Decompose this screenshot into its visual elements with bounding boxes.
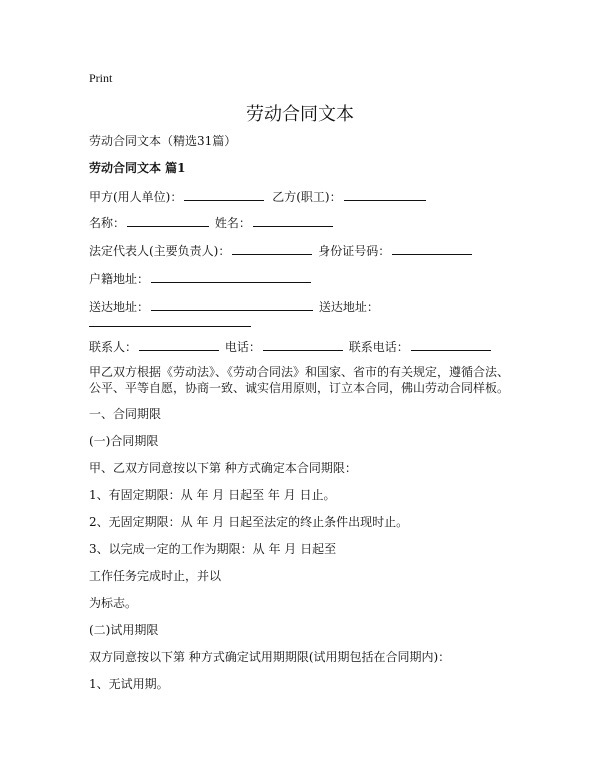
document-title: 劳动合同文本 bbox=[246, 104, 354, 125]
phone-label: 电话： bbox=[224, 340, 261, 354]
term-option-3-continued: 工作任务完成时止，并以 bbox=[89, 569, 222, 583]
intro-paragraph-line1: 甲乙双方根据《劳动法》、《劳动合同法》和国家、省市的有关规定，遵循合法、 bbox=[89, 365, 510, 379]
term-option-3: 3、以完成一定的工作为期限：从 年 月 日起至 bbox=[89, 542, 337, 556]
id-number-label: 身份证号码： bbox=[318, 244, 391, 258]
person-name-blank bbox=[253, 214, 333, 227]
name-row bbox=[89, 214, 335, 231]
delivery-address-row bbox=[89, 298, 379, 315]
household-address-blank bbox=[151, 270, 311, 283]
term-heading: 一、合同期限 bbox=[89, 407, 162, 421]
term-subheading: (一)合同期限 bbox=[89, 434, 159, 448]
name-label: 名称： bbox=[89, 216, 126, 230]
employee-label: 乙方(职工)： bbox=[272, 190, 342, 204]
contact-row bbox=[89, 338, 493, 355]
contact-person-label: 联系人： bbox=[89, 340, 138, 354]
print-label: Print bbox=[89, 71, 113, 85]
probation-option-1: 1、无试用期。 bbox=[89, 677, 169, 691]
phone-blank bbox=[263, 338, 343, 351]
probation-heading: (二)试用期限 bbox=[89, 623, 159, 637]
delivery-address-label-b: 送达地址： bbox=[318, 300, 379, 314]
contact-phone-blank bbox=[411, 338, 491, 351]
intro-paragraph-line2: 公平、平等自愿，协商一致、诚实信用原则，订立本合同，佛山劳动合同样板。 bbox=[89, 381, 510, 395]
delivery-address-blank-a bbox=[151, 298, 313, 311]
probation-choice: 双方同意按以下第 种方式确定试用期期限(试用期包括在合同期内)： bbox=[89, 650, 451, 664]
household-address-label: 户籍地址： bbox=[89, 272, 150, 286]
employer-blank bbox=[184, 188, 264, 201]
contact-phone-label: 联系电话： bbox=[348, 340, 409, 354]
term-option-2: 2、无固定期限：从 年 月 日起至法定的终止条件出现时止。 bbox=[89, 515, 409, 529]
delivery-address-continuation bbox=[89, 314, 253, 331]
contact-person-blank bbox=[139, 338, 219, 351]
document-subtitle: 劳动合同文本（精选31篇） bbox=[89, 134, 237, 148]
term-option-1: 1、有固定期限：从 年 月 日起至 年 月 日止。 bbox=[89, 488, 336, 502]
employer-label: 甲方(用人单位)： bbox=[89, 190, 183, 204]
delivery-address-blank-b bbox=[89, 314, 251, 327]
legal-rep-row bbox=[89, 242, 474, 259]
employee-blank bbox=[344, 188, 426, 201]
person-name-label: 姓名： bbox=[214, 216, 251, 230]
term-choice: 甲、乙双方同意按以下第 种方式确定本合同期限： bbox=[89, 461, 357, 475]
legal-rep-label: 法定代表人(主要负责人)： bbox=[89, 244, 231, 258]
id-number-blank bbox=[392, 242, 472, 255]
name-blank bbox=[127, 214, 209, 227]
household-address-row bbox=[89, 270, 313, 287]
delivery-address-label-a: 送达地址： bbox=[89, 300, 150, 314]
employer-employee-row bbox=[89, 188, 428, 205]
section-heading: 劳动合同文本 篇1 bbox=[89, 161, 186, 175]
term-option-3-end: 为标志。 bbox=[89, 596, 138, 610]
legal-rep-blank bbox=[232, 242, 312, 255]
